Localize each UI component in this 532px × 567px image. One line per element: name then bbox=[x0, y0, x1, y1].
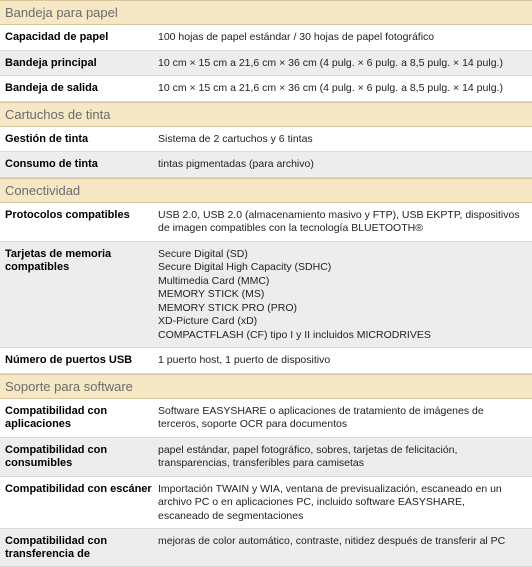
row-value bbox=[155, 51, 532, 76]
value-line: Multimedia Card (MMC) bbox=[158, 275, 526, 289]
row-label: Capacidad de papel bbox=[0, 25, 155, 50]
row-value bbox=[155, 348, 532, 373]
value-line: de imagen compatibles con la tecnología BLUETOOTH® bbox=[158, 222, 526, 236]
table-row bbox=[0, 203, 532, 242]
row-label: Bandeja principal bbox=[0, 51, 155, 76]
value-line: XD-Picture Card (xD) bbox=[158, 315, 526, 329]
row-value bbox=[155, 152, 532, 177]
section-cartuchos-de-tinta bbox=[0, 102, 532, 178]
table-row bbox=[0, 152, 532, 178]
row-label: Gestión de tinta bbox=[0, 127, 155, 152]
row-value bbox=[155, 399, 532, 437]
value-line: MEMORY STICK PRO (PRO) bbox=[158, 302, 526, 316]
value-line: 100 hojas de papel estándar / 30 hojas de papel fotográfico bbox=[158, 31, 526, 45]
value-line: Sistema de 2 cartuchos y 6 tintas bbox=[158, 133, 526, 147]
row-label: Bandeja de salida bbox=[0, 76, 155, 101]
value-line: Secure Digital (SD) bbox=[158, 248, 526, 262]
value-line: mejoras de color automático, contraste, nitidez después de transferir al PC bbox=[158, 535, 526, 549]
row-value bbox=[155, 242, 532, 348]
value-line: papel estándar, papel fotográfico, sobres, tarjetas de felicitación, bbox=[158, 444, 526, 458]
row-value bbox=[155, 127, 532, 152]
value-line: 10 cm × 15 cm a 21,6 cm × 36 cm (4 pulg. × 6 pulg. a 8,5 pulg. × 14 pulg.) bbox=[158, 82, 526, 96]
row-value bbox=[155, 203, 532, 241]
value-line: Secure Digital High Capacity (SDHC) bbox=[158, 261, 526, 275]
table-row bbox=[0, 348, 532, 374]
row-label: Compatibilidad con transferencia de bbox=[0, 529, 155, 566]
row-value bbox=[155, 529, 532, 566]
section-bandeja-para-papel bbox=[0, 0, 532, 102]
value-line: 1 puerto host, 1 puerto de dispositivo bbox=[158, 354, 526, 368]
section-title: Soporte para software bbox=[0, 374, 532, 399]
table-row bbox=[0, 127, 532, 153]
table-row bbox=[0, 438, 532, 477]
value-line: tintas pigmentadas (para archivo) bbox=[158, 158, 526, 172]
value-line: MEMORY STICK (MS) bbox=[158, 288, 526, 302]
table-row bbox=[0, 51, 532, 77]
section-conectividad bbox=[0, 178, 532, 374]
row-value bbox=[155, 76, 532, 101]
row-label: Tarjetas de memoria compatibles bbox=[0, 242, 155, 348]
row-label: Protocolos compatibles bbox=[0, 203, 155, 241]
row-label: Compatibilidad con aplicaciones bbox=[0, 399, 155, 437]
row-label: Número de puertos USB bbox=[0, 348, 155, 373]
row-value bbox=[155, 438, 532, 476]
row-label: Compatibilidad con escáner bbox=[0, 477, 155, 529]
section-title: Bandeja para papel bbox=[0, 0, 532, 25]
value-line: terceros, soporte OCR para documentos bbox=[158, 418, 526, 432]
section-title: Conectividad bbox=[0, 178, 532, 203]
row-value bbox=[155, 25, 532, 50]
table-row bbox=[0, 242, 532, 349]
value-line: archivo PC o en aplicaciones PC, incluido software EASYSHARE, bbox=[158, 496, 526, 510]
row-value bbox=[155, 477, 532, 529]
value-line: Importación TWAIN y WIA, ventana de previsualización, escaneado en un bbox=[158, 483, 526, 497]
value-line: escaneado de segmentaciones bbox=[158, 510, 526, 524]
table-row bbox=[0, 76, 532, 102]
table-row bbox=[0, 399, 532, 438]
row-label: Compatibilidad con consumibles bbox=[0, 438, 155, 476]
section-soporte-para-software bbox=[0, 374, 532, 567]
value-line: transparencias, transferibles para camisetas bbox=[158, 457, 526, 471]
value-line: USB 2.0, USB 2.0 (almacenamiento masivo y FTP), USB EKPTP, dispositivos bbox=[158, 209, 526, 223]
value-line: 10 cm × 15 cm a 21,6 cm × 36 cm (4 pulg. × 6 pulg. a 8,5 pulg. × 14 pulg.) bbox=[158, 57, 526, 71]
row-label: Consumo de tinta bbox=[0, 152, 155, 177]
table-row bbox=[0, 477, 532, 530]
table-row bbox=[0, 529, 532, 567]
value-line: Software EASYSHARE o aplicaciones de tratamiento de imágenes de bbox=[158, 405, 526, 419]
value-line: COMPACTFLASH (CF) tipo I y II incluidos MICRODRIVES bbox=[158, 329, 526, 343]
section-title: Cartuchos de tinta bbox=[0, 102, 532, 127]
table-row bbox=[0, 25, 532, 51]
